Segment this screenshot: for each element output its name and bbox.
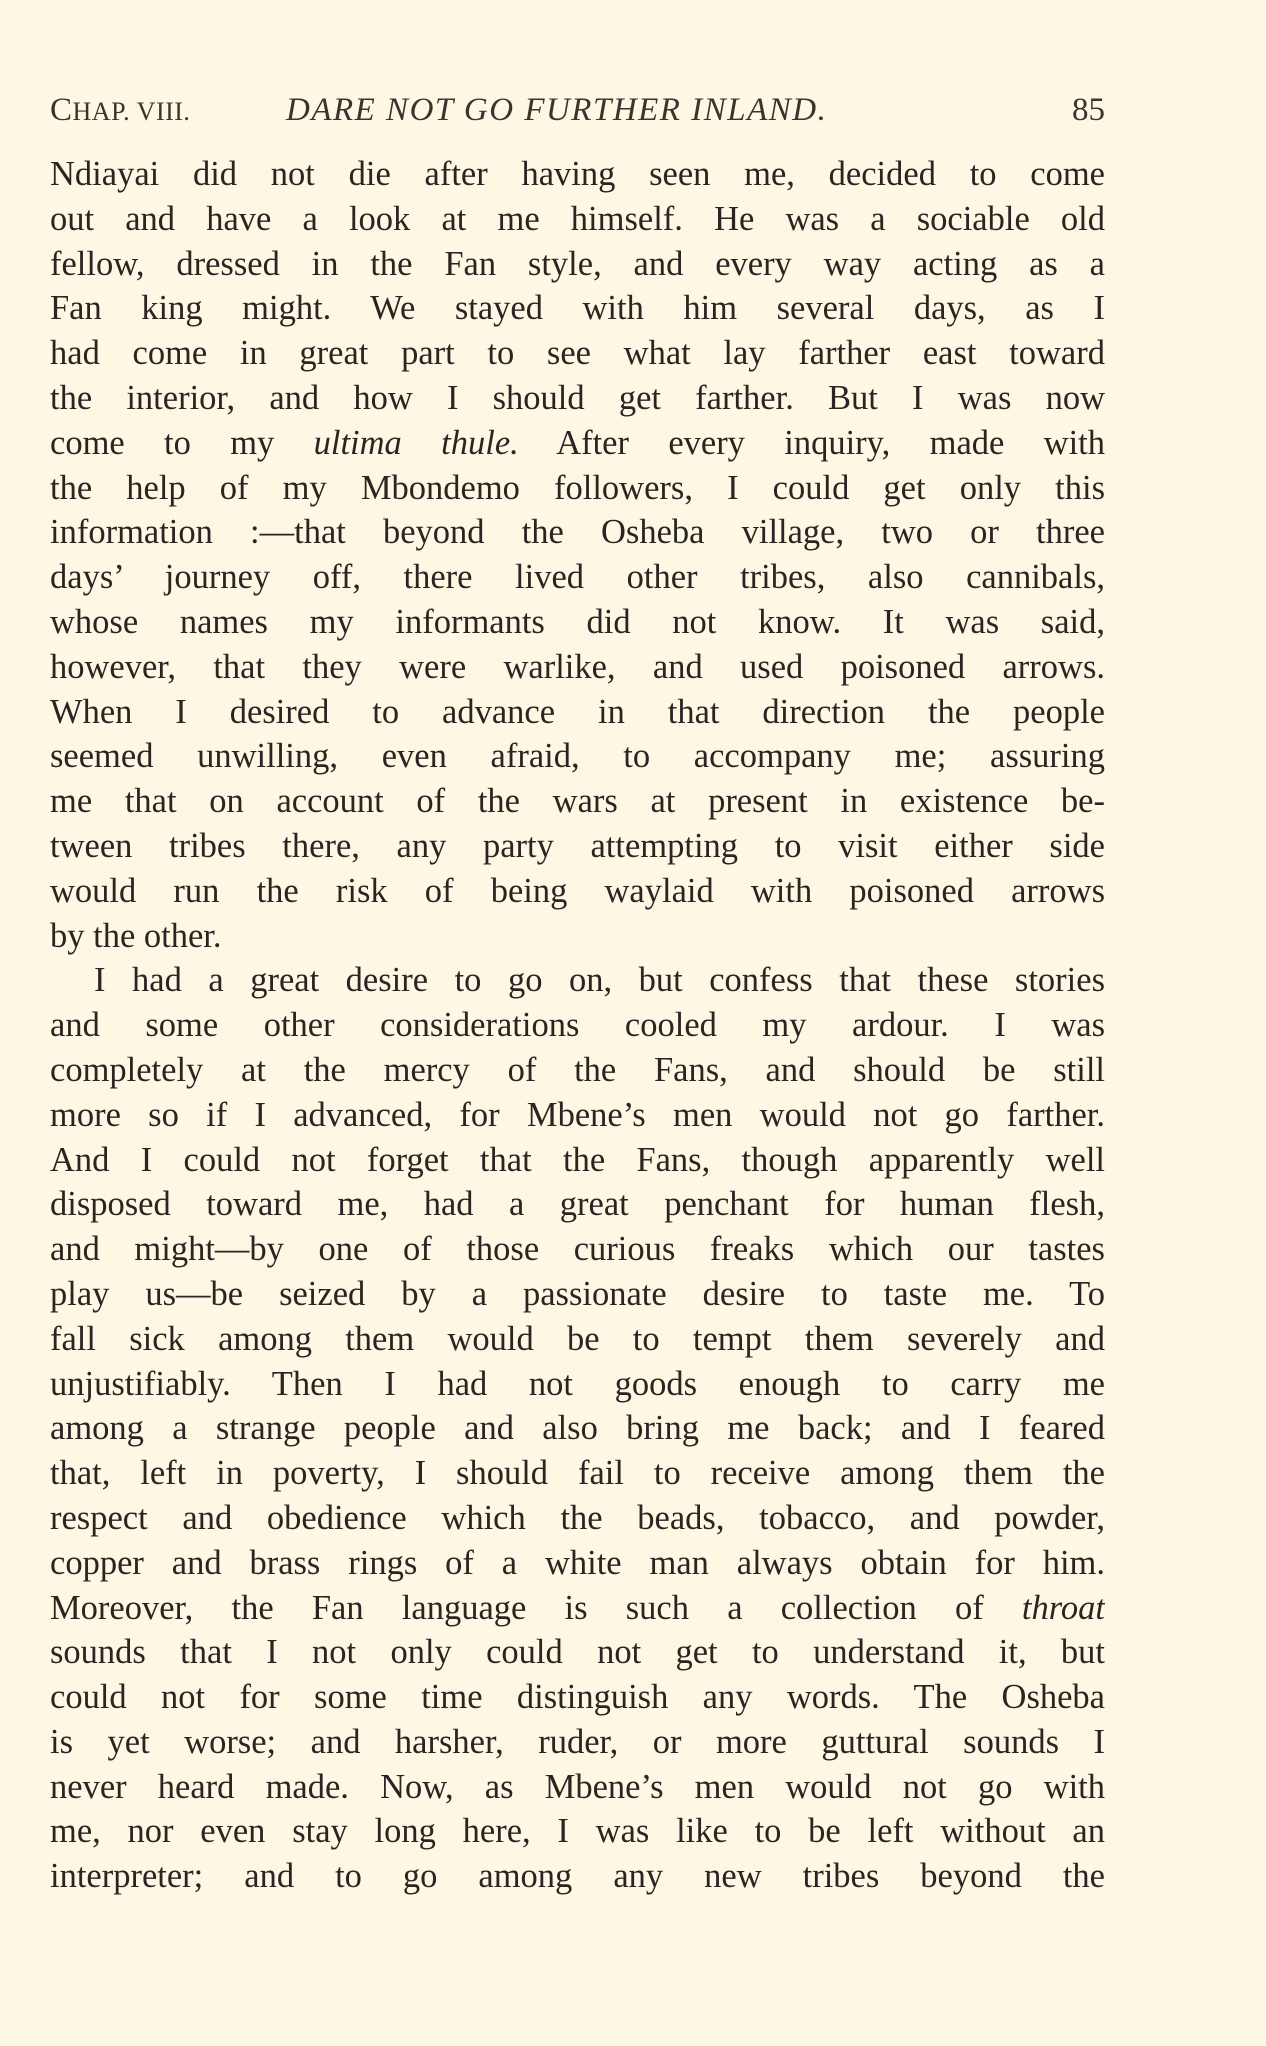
text-line: that, left in poverty, I should fail to receive among them the — [50, 1454, 1105, 1493]
text-line: interpreter; and to go among any new tribes beyond the — [50, 1857, 1105, 1896]
text-line: and some other considerations cooled my ardour. I was — [50, 1006, 1105, 1045]
text-line: could not for some time distinguish any words. The Osheba — [50, 1678, 1105, 1717]
text-line: the interior, and how I should get farther. But I was now — [50, 378, 1105, 417]
text-line: fellow, dressed in the Fan style, and every way acting as a — [50, 244, 1105, 283]
text-line: more so if I advanced, for Mbene’s men would not go farther. — [50, 1095, 1105, 1134]
text-line: the help of my Mbondemo followers, I could get only this — [50, 468, 1105, 507]
chapter-label: CHAP. VIII. — [50, 92, 191, 128]
text-line: is yet worse; and harsher, ruder, or more guttural sounds I — [50, 1722, 1105, 1761]
text-line: me that on account of the wars at present in existence be- — [50, 782, 1105, 821]
italic-phrase: ultima thule. — [313, 423, 519, 462]
text-line: days’ journey off, there lived other tribes, also cannibals, — [50, 558, 1105, 597]
text-line: among a strange people and also bring me back; and I feared — [50, 1409, 1105, 1448]
text-line: had come in great part to see what lay farther east toward — [50, 334, 1105, 373]
text-line: come to my ultima thule. After every inquiry, made with — [50, 423, 1105, 462]
page-header — [50, 80, 1105, 140]
text-line: me, nor even stay long here, I was like to be left without an — [50, 1812, 1105, 1851]
text-line: sounds that I not only could not get to understand it, but — [50, 1633, 1105, 1672]
text-line: Ndiayai did not die after having seen me, decided to come — [50, 155, 1105, 193]
text-line: Fan king might. We stayed with him several days, as I — [50, 289, 1105, 328]
text-line: Moreover, the Fan language is such a collection of throat — [50, 1588, 1105, 1627]
text-line: by the other. — [50, 916, 222, 955]
book-page — [50, 80, 1105, 1899]
body-text — [50, 152, 1105, 1899]
text-line: tween tribes there, any party attempting to visit either side — [50, 826, 1105, 865]
text-line: information :—that beyond the Osheba village, two or three — [50, 513, 1105, 552]
text-line: however, that they were warlike, and used poisoned arrows. — [50, 647, 1105, 686]
text-line: disposed toward me, had a great penchant for human flesh, — [50, 1185, 1105, 1224]
text-line: never heard made. Now, as Mbene’s men would not go with — [50, 1767, 1105, 1806]
text-line: When I desired to advance in that direction the people — [50, 692, 1105, 731]
text-line: copper and brass rings of a white man always obtain for him. — [50, 1543, 1105, 1582]
running-title: DARE NOT GO FURTHER INLAND. — [286, 92, 828, 128]
text-line: I had a great desire to go on, but confess that these stories — [94, 961, 1105, 1000]
text-line: whose names my informants did not know. It was said, — [50, 602, 1105, 641]
text-line: would run the risk of being waylaid with poisoned arrows — [50, 871, 1105, 910]
italic-word: throat — [1021, 1588, 1105, 1627]
text-line: And I could not forget that the Fans, though apparently well — [50, 1140, 1105, 1179]
text-line: fall sick among them would be to tempt them severely and — [50, 1319, 1105, 1358]
text-line: play us—be seized by a passionate desire to taste me. To — [50, 1274, 1105, 1313]
text-line: and might—by one of those curious freaks which our tastes — [50, 1230, 1105, 1269]
page-number: 85 — [1072, 92, 1105, 128]
text-line: out and have a look at me himself. He was a sociable old — [50, 199, 1105, 238]
text-line: respect and obedience which the beads, tobacco, and powder, — [50, 1498, 1105, 1537]
text-line: seemed unwilling, even afraid, to accompany me; assuring — [50, 737, 1105, 776]
text-line: unjustifiably. Then I had not goods enough to carry me — [50, 1364, 1105, 1403]
text-line: completely at the mercy of the Fans, and should be still — [50, 1050, 1105, 1089]
